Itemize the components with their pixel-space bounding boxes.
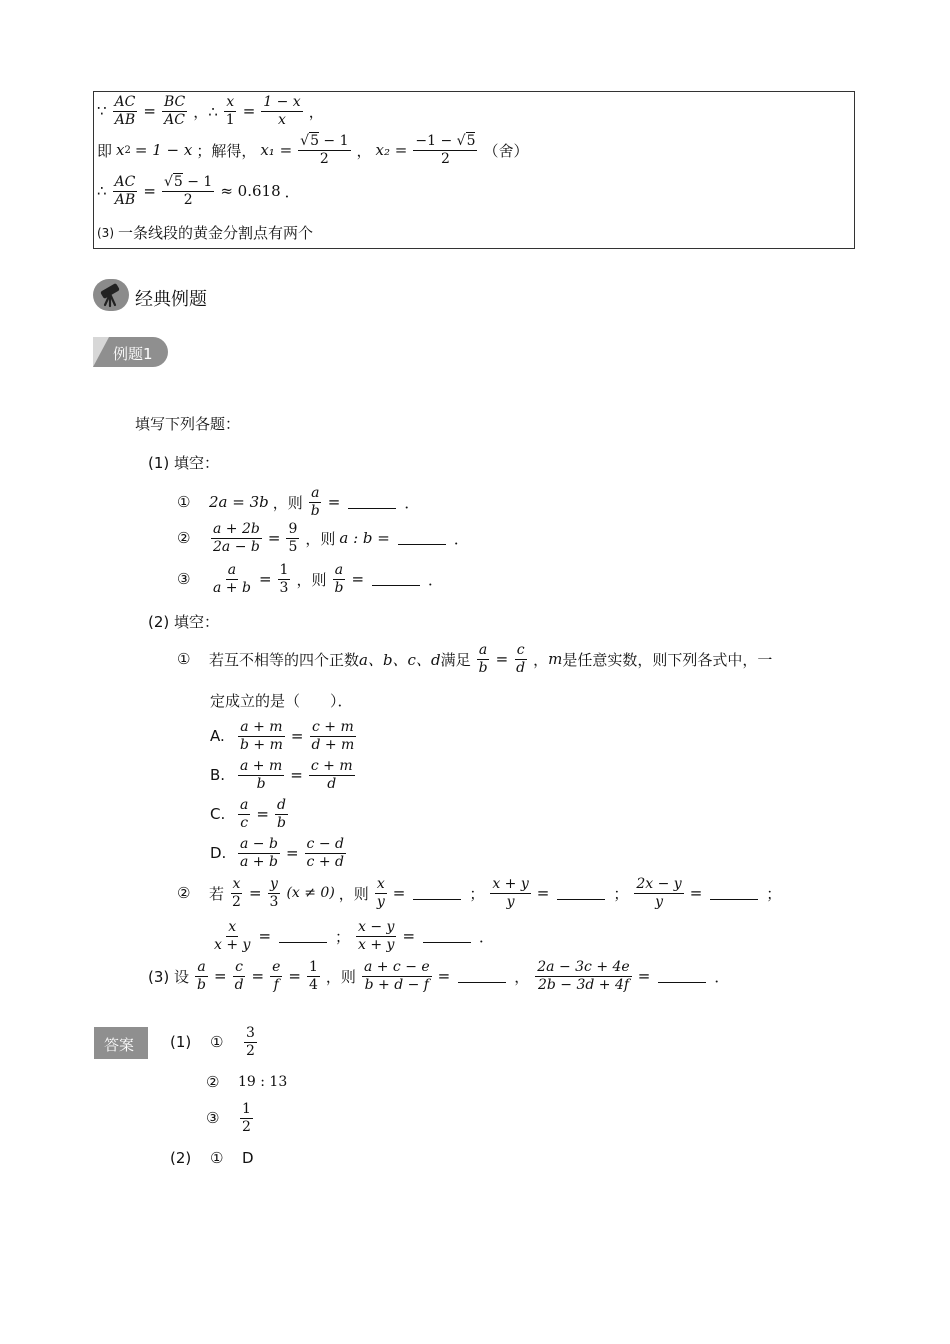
fraction: $\frac{c}{d}$	[516, 642, 526, 676]
answer-blank[interactable]	[710, 887, 758, 900]
answer-blank[interactable]	[279, 930, 327, 943]
answer-blank[interactable]	[458, 970, 506, 983]
answer-blank[interactable]	[658, 970, 706, 983]
fraction: $\frac{a}{a + b}$	[213, 562, 251, 596]
fraction: $\frac{c}{d}$	[234, 959, 244, 993]
fraction: $\frac{x + y}{y}$	[492, 876, 529, 910]
section-title: 经典例题	[135, 289, 207, 310]
part-2-item-1: ① 若互不相等的四个正数 a、b、c、d 满足 $\frac{a}{b}$ = $\frac{c}{d}$ ， m 是任意实数，则下列各式中，一	[177, 642, 773, 676]
fraction: $\frac{√5 - 1}{2}$	[300, 133, 349, 167]
solution-line-1: ∵ $\frac{AC}{AB}$ = $\frac{BC}{AC}$ ，∴ $\frac{x}{1}$ = $\frac{1 - x}{x}$ ，	[97, 94, 324, 128]
telescope-icon	[93, 279, 129, 311]
option-b[interactable]: B. $\frac{a + m}{b}$ = $\frac{c + m}{d}$	[210, 758, 353, 792]
answer-part-1-item-2: ② 19 : 13	[206, 1073, 288, 1091]
answer-part-1-item-3: ③ $\frac{1}{2}$	[206, 1101, 251, 1135]
fraction: $\frac{e}{f}$	[272, 959, 281, 993]
fraction: $\frac{x}{1}$	[225, 94, 235, 128]
answer-blank[interactable]	[423, 930, 471, 943]
fraction: $\frac{a}{b}$	[478, 642, 488, 676]
solution-line-2: 即 x 2 = 1 − x ；解得， x₁ = $\frac{√5 - 1}{2}$ ， x₂ = $\frac{-1 - √5}{2}$ （舍）	[97, 133, 529, 167]
example-tag-notch	[93, 337, 109, 367]
fraction: $\frac{AC}{AB}$	[114, 174, 136, 208]
fraction: $\frac{a - b}{a + b}$	[240, 836, 278, 870]
fraction: $\frac{1 - x}{x}$	[263, 94, 301, 128]
fraction: $\frac{9}{5}$	[288, 521, 298, 555]
part-2-item-2: ② 若 $\frac{x}{2}$ = $\frac{y}{3}$ (x ≠ 0) ，则 $\frac{x}{y}$ = ； $\frac{x + y}{y}$ = ； $\frac{2x - y}{y}$ = ；	[177, 876, 782, 910]
fraction: $\frac{a + c - e}{b + d - f}$	[363, 959, 430, 993]
fraction: $\frac{1}{4}$	[309, 959, 318, 993]
fraction: $\frac{c + m}{d + m}$	[311, 719, 355, 753]
part-2-item-2-cont: $\frac{x}{x + y}$ = ； $\frac{x - y}{x + y}$ = ．	[214, 919, 495, 953]
fraction: $\frac{√5 - 1}{2}$	[163, 174, 213, 208]
part-3: (3) 设 $\frac{a}{b}$ = $\frac{c}{d}$ = $\frac{e}{f}$ = $\frac{1}{4}$ ，则 $\frac{a + c - e}{b + d - f}$ = ， $\frac{2a - 3c + 4e}{2b - 3d + 4f}$ = ．	[148, 959, 730, 993]
fraction: $\frac{a + 2b}{2a - b}$	[213, 521, 260, 555]
fraction: $\frac{2a - 3c + 4e}{2b - 3d + 4f}$	[537, 959, 630, 993]
part-2-item-1-cont: 定成立的是（ ）．	[210, 692, 353, 710]
answer-blank[interactable]	[413, 887, 461, 900]
solution-line-4: (3) 一条线段的黄金分割点有两个	[97, 224, 314, 242]
answer-blank[interactable]	[372, 573, 420, 586]
answer-blank[interactable]	[557, 887, 605, 900]
example-tag-label: 例题1	[113, 345, 153, 363]
fraction: $\frac{d}{b}$	[276, 797, 286, 831]
fraction: $\frac{a}{b}$	[334, 562, 344, 596]
fraction: $\frac{x}{2}$	[232, 876, 241, 910]
fraction: $\frac{-1 - √5}{2}$	[415, 133, 476, 167]
fraction: $\frac{BC}{AC}$	[163, 94, 186, 128]
fraction: $\frac{1}{2}$	[242, 1101, 251, 1135]
option-c[interactable]: C. $\frac{a}{c}$ = $\frac{d}{b}$	[210, 797, 286, 831]
part-1-item-3: ③ $\frac{a}{a + b}$ = $\frac{1}{3}$ ，则 $\frac{a}{b}$ = ．	[177, 562, 444, 596]
fraction: $\frac{a}{b}$	[310, 485, 320, 519]
fraction: $\frac{a}{c}$	[240, 797, 249, 831]
part-1-label: (1) 填空：	[148, 454, 220, 472]
part-1-item-1: ① 2a = 3b ，则 $\frac{a}{b}$ = ．	[177, 485, 420, 519]
fraction: $\frac{c + m}{d}$	[310, 758, 353, 792]
fraction: $\frac{2x - y}{y}$	[636, 876, 682, 910]
fraction: $\frac{AC}{AB}$	[114, 94, 136, 128]
option-d[interactable]: D. $\frac{a - b}{a + b}$ = $\frac{c - d}{c + d}$	[210, 836, 344, 870]
because-symbol: ∵	[97, 102, 107, 121]
option-a[interactable]: A. $\frac{a + m}{b + m}$ = $\frac{c + m}{d + m}$	[210, 719, 355, 753]
fraction: $\frac{x}{x + y}$	[214, 919, 251, 953]
answer-blank[interactable]	[348, 496, 396, 509]
fraction: $\frac{x - y}{x + y}$	[358, 919, 395, 953]
answer-part-2-item-1: (2) ① D	[170, 1149, 254, 1167]
answer-tag-label: 答案	[104, 1036, 135, 1054]
fraction: $\frac{3}{2}$	[246, 1025, 255, 1059]
fraction: $\frac{1}{3}$	[279, 562, 289, 596]
question-intro: 填写下列各题：	[135, 415, 241, 433]
fraction: $\frac{a}{b}$	[197, 959, 206, 993]
fraction: $\frac{y}{3}$	[269, 876, 279, 910]
therefore-symbol: ∴	[97, 182, 107, 201]
part-2-label: (2) 填空：	[148, 613, 220, 631]
answer-blank[interactable]	[398, 532, 446, 545]
fraction: $\frac{x}{y}$	[376, 876, 385, 910]
fraction: $\frac{a + m}{b + m}$	[240, 719, 283, 753]
part-1-item-2: ② $\frac{a + 2b}{2a - b}$ = $\frac{9}{5}$ ，则 a : b = ．	[177, 521, 469, 555]
solution-line-3: ∴ $\frac{AC}{AB}$ = $\frac{√5 - 1}{2}$ ≈ 0.618 ．	[97, 174, 300, 208]
answer-part-1-item-1: (1) ① $\frac{3}{2}$	[170, 1025, 255, 1059]
fraction: $\frac{a + m}{b}$	[240, 758, 283, 792]
fraction: $\frac{c - d}{c + d}$	[306, 836, 344, 870]
